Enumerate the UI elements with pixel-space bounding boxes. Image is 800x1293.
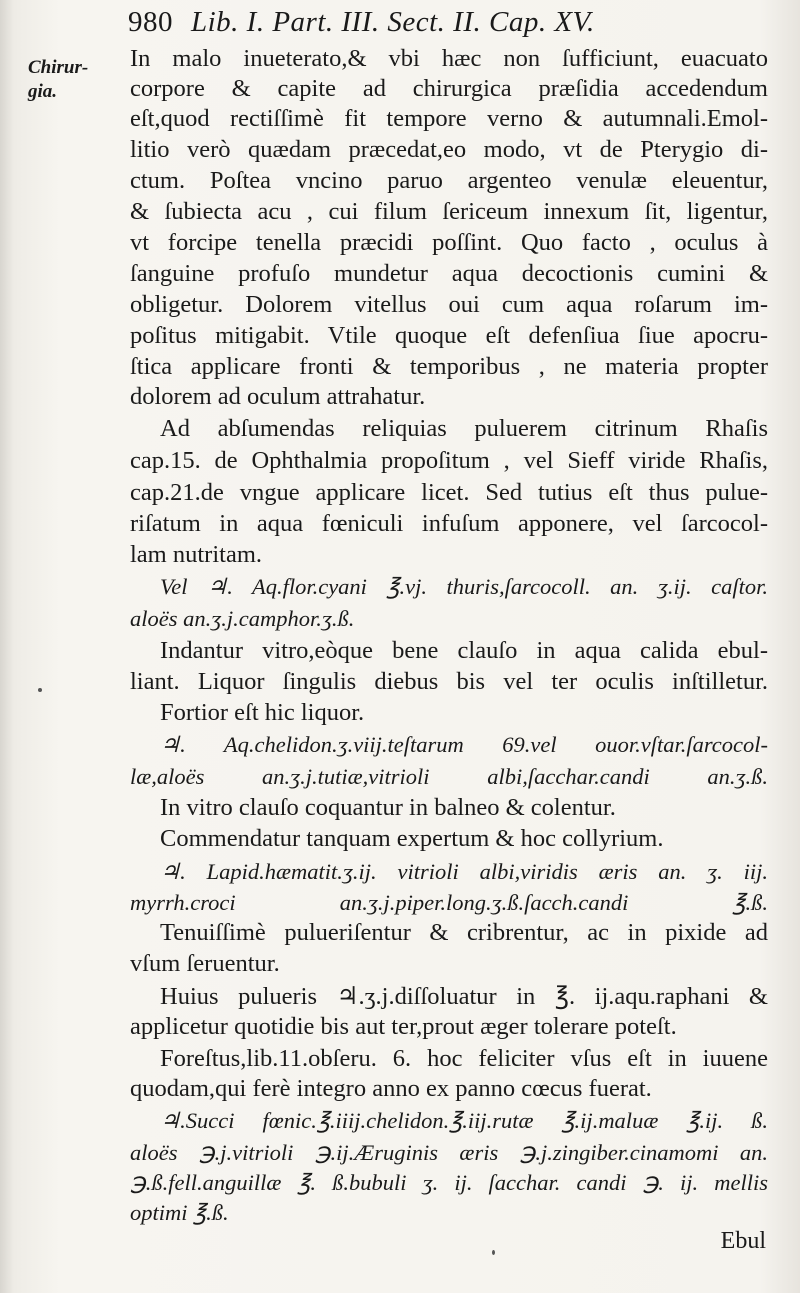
text-line: applicetur quotidie bis aut ter,prout æger tolerare poteſt.	[130, 1013, 677, 1040]
text-line: poſitus mitigabit. Vtile quoque eſt defenſiua ſiue apocru-	[130, 322, 768, 349]
text-line: ℈.ß.fell.anguillæ ℥. ß.bubuli ʒ. ij. ſacchar. candi ℈. ij. mellis	[130, 1170, 768, 1195]
text-line: Vel ♃. Aq.flor.cyani ℥.vj. thuris,ſarcocoll. an. ʒ.ij. caſtor.	[160, 574, 768, 599]
text-line: corpore & capite ad chirurgica præſidia accedendum	[130, 75, 768, 102]
text-line: cap.21.de vngue applicare licet. Sed tutius eſt thus pulue-	[130, 479, 768, 506]
text-line: Foreſtus,lib.11.obſeru. 6. hoc feliciter vſus eſt in iuuene	[160, 1045, 768, 1072]
text-line: Tenuiſſimè pulueriſentur & cribrentur, ac in pixide ad	[160, 919, 768, 946]
text-line: Huius pulueris ♃.ʒ.j.diſſoluatur in ℥. ij.aqu.raphani &	[160, 983, 768, 1010]
text-line: quodam,qui ferè integro anno ex panno cœcus fuerat.	[130, 1075, 652, 1102]
text-line: ♃. Aq.chelidon.ʒ.viij.teſtarum 69.vel ouor.vſtar.ſarcocol-	[160, 732, 768, 757]
text-line: obligetur. Dolorem vitellus oui cum aqua roſarum im-	[130, 291, 768, 318]
text-line: In malo inueterato,& vbi hæc non ſufficiunt, euacuato	[130, 45, 768, 72]
text-line: læ,aloës an.ʒ.j.tutiæ,vitrioli albi,ſacchar.candi an.ʒ.ß.	[130, 764, 768, 789]
page-number: 980	[128, 6, 173, 38]
running-header	[128, 6, 788, 42]
text-line: Commendatur tanquam expertum & hoc collyrium.	[160, 825, 664, 852]
margin-note-line: Chirur-	[28, 57, 89, 78]
text-line: Ad abſumendas reliquias puluerem citrinum Rhaſis	[160, 415, 768, 442]
text-line: vſum ſeruentur.	[130, 950, 280, 977]
running-title: Lib. I. Part. III. Sect. II. Cap. XV.	[191, 6, 595, 38]
margin-note-line: gia.	[28, 81, 58, 102]
text-line: aloës ℈.j.vitrioli ℈.ij.Æruginis æris ℈.j.zingiber.cinamomi an.	[130, 1140, 768, 1165]
text-line: ♃.Succi fœnic.℥.iiij.chelidon.℥.iij.rutæ ℥.ij.maluæ ℥.ij. ß.	[160, 1108, 768, 1133]
text-line: myrrh.croci an.ʒ.j.piper.long.ʒ.ß.ſacch.candi ℥.ß.	[130, 890, 768, 915]
text-line: cap.15. de Ophthalmia propoſitum , vel Sieff viride Rhaſis,	[130, 447, 768, 474]
text-line: lam nutritam.	[130, 541, 262, 568]
text-line: ſanguine profuſo mundetur aqua decoctionis cumini &	[130, 260, 768, 287]
text-line: ♃. Lapid.hæmatit.ʒ.ij. vitrioli albi,viridis æris an. ʒ. iij.	[160, 859, 768, 884]
text-line: optimi ℥.ß.	[130, 1200, 229, 1225]
text-line: Indantur vitro,eòque bene clauſo in aqua calida ebul-	[160, 637, 768, 664]
text-line: ctum. Poſtea vncino paruo argenteo venulæ eleuentur,	[130, 167, 768, 194]
margin-note	[28, 56, 116, 104]
text-line: Fortior eſt hic liquor.	[160, 699, 365, 726]
text-line: vt forcipe tenella præcidi poſſint. Quo facto , oculus à	[130, 229, 768, 256]
text-line: In vitro clauſo coquantur in balneo & colentur.	[160, 794, 616, 821]
text-line: & ſubiecta acu , cui filum ſericeum innexum ſit, ligentur,	[130, 198, 768, 225]
text-line: dolorem ad oculum attrahatur.	[130, 383, 426, 410]
print-speck	[492, 1250, 495, 1255]
catchword: Ebul	[720, 1228, 766, 1254]
text-line: ſtica applicare fronti & temporibus , ne materia propter	[130, 353, 768, 380]
text-line: eſt,quod rectiſſimè fit tempore verno & autumnali.Emol-	[130, 105, 768, 132]
text-line: litio verò quædam præcedat,eo modo, vt de Pterygio di-	[130, 136, 768, 163]
text-line: aloës an.ʒ.j.camphor.ʒ.ß.	[130, 606, 355, 631]
print-speck	[38, 688, 42, 692]
text-line: liant. Liquor ſingulis diebus bis vel ter oculis inſtilletur.	[130, 668, 768, 695]
text-line: riſatum in aqua fœniculi infuſum apponere, vel ſarcocol-	[130, 510, 768, 537]
